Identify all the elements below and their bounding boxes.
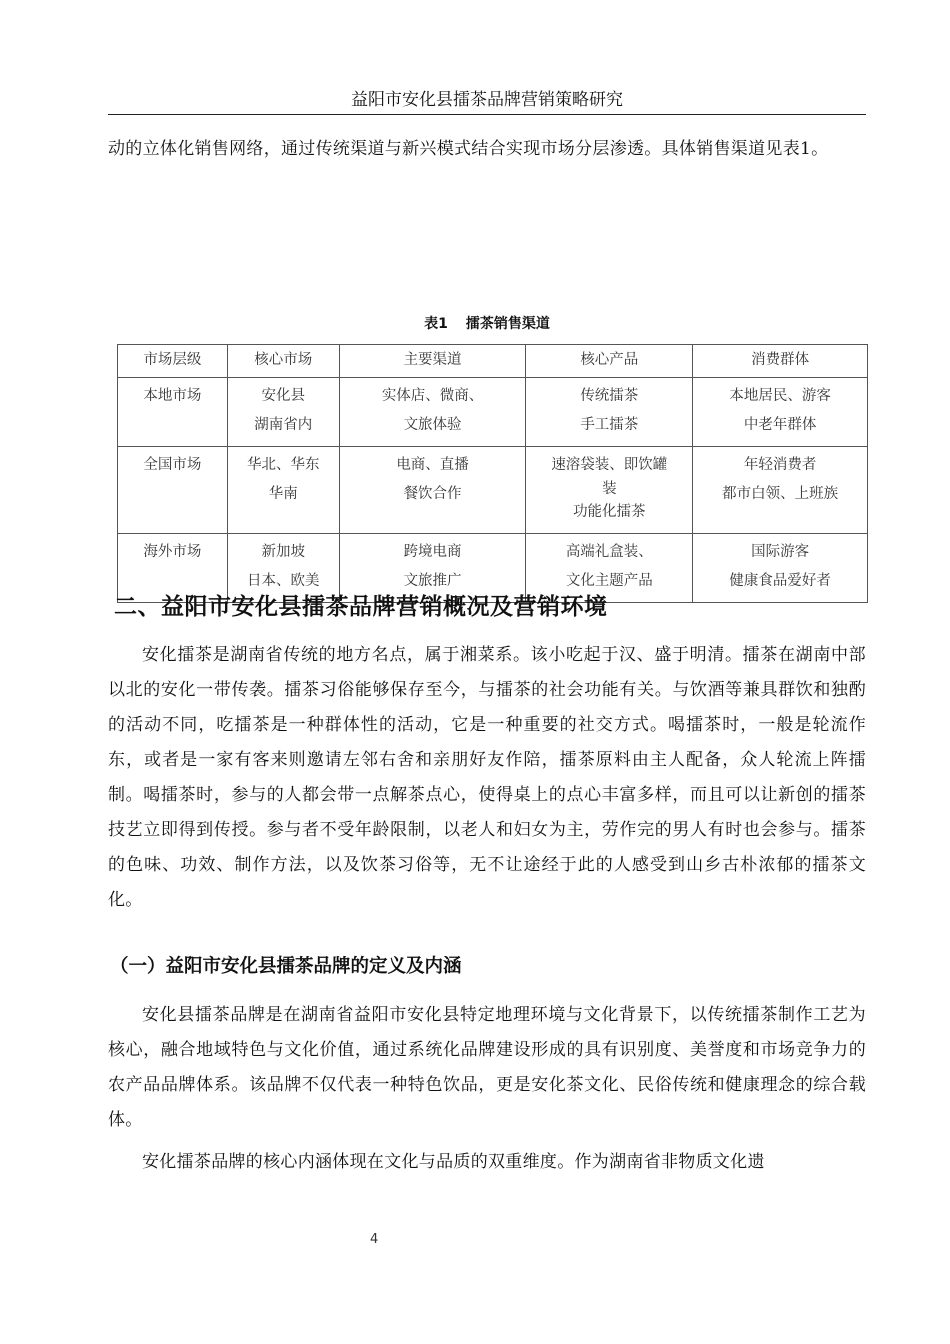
cell-line: 传统擂茶 xyxy=(580,388,639,404)
header-divider xyxy=(108,114,866,115)
column-header: 核心市场 xyxy=(227,345,339,378)
table-caption xyxy=(108,313,866,333)
cell-line: 湖南省内 xyxy=(254,417,313,433)
table-row xyxy=(118,447,868,534)
table-number: 表1 xyxy=(424,316,448,332)
market-level-cell: 本地市场 xyxy=(118,378,228,447)
subsection-heading: （一）益阳市安化县擂茶品牌的定义及内涵 xyxy=(110,956,462,977)
intro-paragraph: 动的立体化销售网络，通过传统渠道与新兴模式结合实现市场分层渗透。具体销售渠道见表1。 xyxy=(108,139,829,159)
page-number: 4 xyxy=(370,1232,379,1247)
cell-line: 本地居民、游客 xyxy=(729,388,831,404)
cell-line: 都市白领、上班族 xyxy=(722,486,839,502)
cell-line: 健康食品爱好者 xyxy=(729,573,831,589)
cell-line: 高端礼盒装、 xyxy=(565,544,653,560)
market-level-cell: 海外市场 xyxy=(118,534,228,603)
cell-line: 速溶袋装、即饮罐 xyxy=(551,457,668,473)
column-header: 消费群体 xyxy=(693,345,868,378)
cell-line: 功能化擂茶 xyxy=(573,504,646,520)
column-header: 主要渠道 xyxy=(339,345,526,378)
cell-line: 装 xyxy=(602,481,617,497)
cell-line: 日本、欧美 xyxy=(247,573,320,589)
cell-line: 安化县 xyxy=(261,388,306,404)
running-header: 益阳市安化县擂茶品牌营销策略研究 xyxy=(351,90,623,110)
table-row xyxy=(118,378,868,447)
cell-line: 华南 xyxy=(268,486,298,502)
cell-line: 餐饮合作 xyxy=(403,486,462,502)
cell-line: 年轻消费者 xyxy=(743,457,817,473)
cell-line: 新加坡 xyxy=(261,544,306,560)
cell-line: 手工擂茶 xyxy=(580,417,639,433)
table-header-row xyxy=(118,345,868,378)
column-header: 市场层级 xyxy=(118,345,228,378)
core-market-cell xyxy=(227,378,339,447)
cell-line: 华北、华东 xyxy=(247,457,320,473)
cell-line: 实体店、微商、 xyxy=(381,388,484,404)
product-cell xyxy=(526,378,693,447)
channel-cell xyxy=(339,378,526,447)
core-market-cell xyxy=(227,447,339,534)
cell-line: 国际游客 xyxy=(751,544,810,560)
product-cell xyxy=(526,447,693,534)
cell-line: 文旅体验 xyxy=(403,417,462,433)
cell-line: 中老年群体 xyxy=(743,417,817,433)
column-header: 核心产品 xyxy=(526,345,693,378)
market-level-cell: 全国市场 xyxy=(118,447,228,534)
consumer-cell xyxy=(693,447,868,534)
consumer-cell xyxy=(693,378,868,447)
channel-cell xyxy=(339,447,526,534)
sales-channel-table xyxy=(117,344,868,603)
body-paragraph: 安化县擂茶品牌是在湖南省益阳市安化县特定地理环境与文化背景下，以传统擂茶制作工艺为核心，融合地域特色与文化价值，通过系统化品牌建设形成的具有识别度、美誉度和市场竞争力的农产品品牌体系。该品牌不仅代表一种特色饮品，更是安化茶文化、民俗传统和健康理念的综合载体。 xyxy=(108,1005,866,1130)
cell-line: 文化主题产品 xyxy=(565,573,653,589)
body-paragraph: 安化擂茶品牌的核心内涵体现在文化与品质的双重维度。作为湖南省非物质文化遗 xyxy=(142,1152,765,1172)
section-heading: 二、益阳市安化县擂茶品牌营销概况及营销环境 xyxy=(114,594,608,620)
table-title: 擂茶销售渠道 xyxy=(465,316,550,332)
cell-line: 文旅推广 xyxy=(403,573,462,589)
body-paragraph: 安化擂茶是湖南省传统的地方名点，属于湘菜系。该小吃起于汉、盛于明清。擂茶在湖南中部以北的安化一带传袭。擂茶习俗能够保存至今，与擂茶的社会功能有关。与饮酒等兼具群饮和独酌的活动不同，吃擂茶是一种群体性的活动，它是一种重要的社交方式。喝擂茶时，一般是轮流作东，或者是一家有客来则邀请左邻右舍和亲朋好友作陪，擂茶原料由主人配备，众人轮流上阵擂制。喝擂茶时，参与的人都会带一点解茶点心，使得桌上的点心丰富多样，而且可以让新创的擂茶技艺立即得到传授。参与者不受年龄限制，以老人和妇女为主，劳作完的男人有时也会参与。擂茶的色味、功效、制作方法，以及饮茶习俗等，无不让途经于此的人感受到山乡古朴浓郁的擂茶文化。 xyxy=(108,645,866,910)
cell-line: 跨境电商 xyxy=(403,544,462,560)
consumer-cell xyxy=(693,534,868,603)
cell-line: 电商、直播 xyxy=(396,457,469,473)
